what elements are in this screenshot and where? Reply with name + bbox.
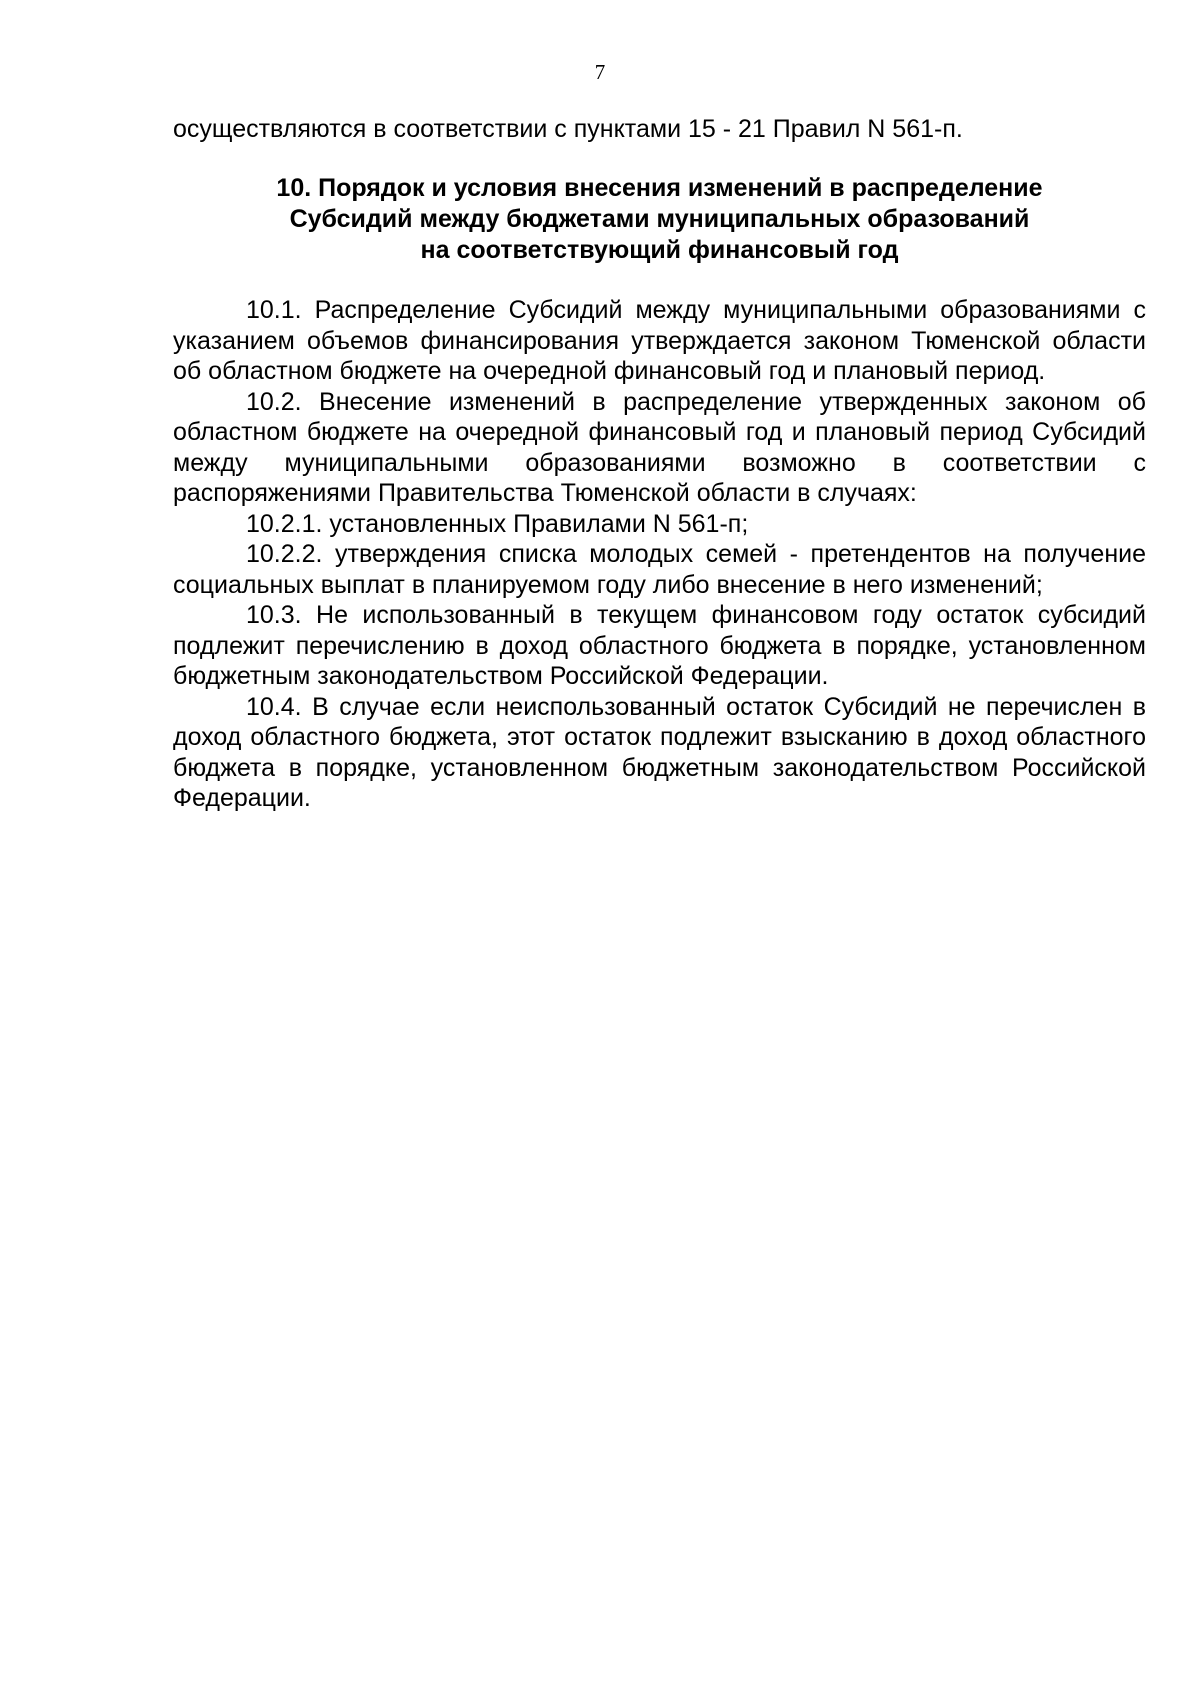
paragraph-10-2: 10.2. Внесение изменений в распределение утвержденных законом об областном бюджете на очередной финансовый год и плановый период Субсидий между муниципальными образованиями возможно в соответствии с распоряжениями Правительства Тюменской области в случаях: [173,387,1146,507]
section-heading-line: 10. Порядок и условия внесения изменений в распределение [276,174,1043,202]
paragraph-10-3: 10.3. Не использованный в текущем финансовом году остаток субсидий подлежит перечислению в доход областного бюджета в порядке, установленном бюджетным законодательством Российской Федерации. [173,601,1146,690]
paragraph-10-2-1: 10.2.1. установленных Правилами N 561-п; [246,509,749,538]
page-number: 7 [594,60,606,84]
section-heading [173,173,1146,266]
paragraph-10-4: 10.4. В случае если неиспользованный остаток Субсидий не перечислен в доход областного бюджета, этот остаток подлежит взысканию в доход областного бюджета в порядке, установленном бюджетным законодательством Российской Федерации. [173,692,1146,812]
intro-line: осуществляются в соответствии с пунктами 15 - 21 Правил N 561-п. [173,115,963,143]
section-heading-line: на соответствующий финансовый год [420,236,899,264]
section-heading-line: Субсидий между бюджетами муниципальных образований [289,205,1030,233]
paragraph-10-2-2: 10.2.2. утверждения списка молодых семей - претендентов на получение социальных выплат в планируемом году либо внесение в него изменений; [173,540,1146,599]
paragraph-10-1: 10.1. Распределение Субсидий между муниципальными образованиями с указанием объемов финансирования утверждается законом Тюменской области об областном бюджете на очередной финансовый год и плановый период. [173,296,1146,385]
section-body [173,295,1146,814]
